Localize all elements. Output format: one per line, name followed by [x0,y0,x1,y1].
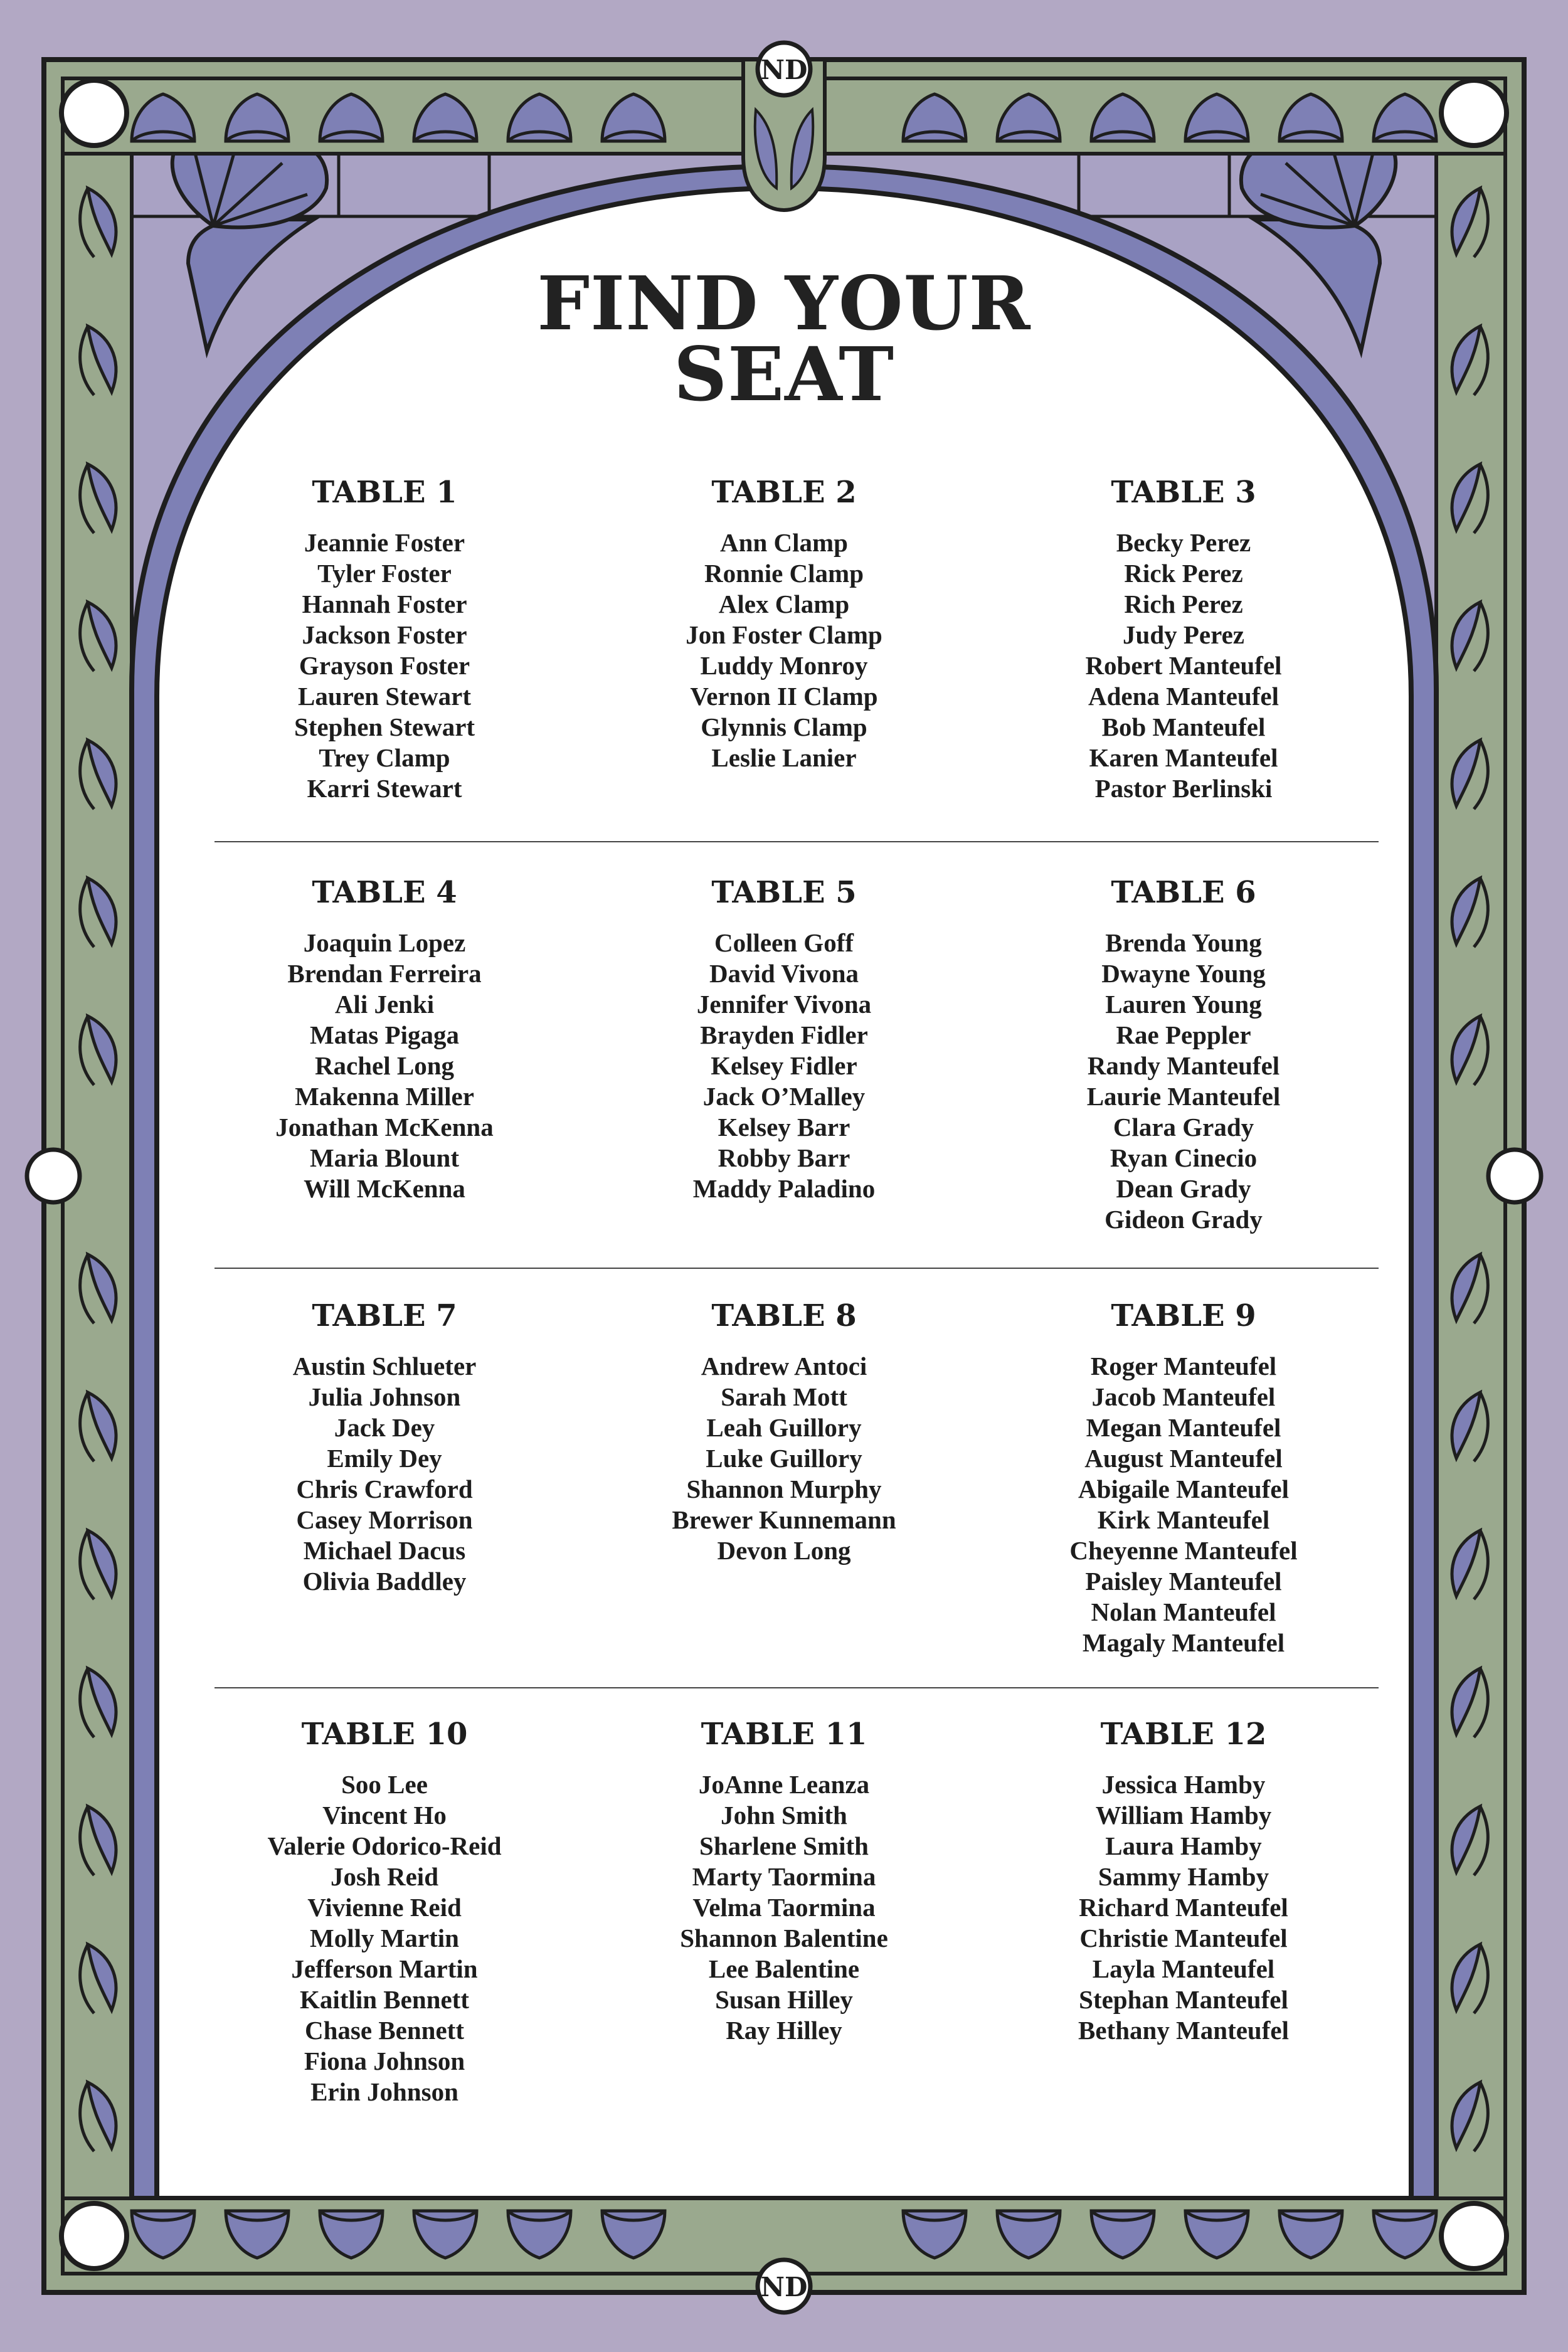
guest-name: Pastor Berlinski [1094,774,1273,803]
guest-name: Brewer Kunnemann [672,1505,896,1534]
monogram-bottom [758,2260,810,2312]
guest-name: Ryan Cinecio [1110,1143,1258,1172]
table-1-card [184,474,585,804]
guest-name: Sarah Mott [721,1382,847,1411]
guest-name: Christie Manteufel [1079,1924,1288,1952]
guest-name: Tyler Foster [317,559,452,588]
table-title: TABLE 12 [1100,1717,1267,1752]
guest-name: Robby Barr [718,1143,850,1172]
guest-name: Nolan Manteufel [1091,1597,1276,1626]
guest-name: Jonathan McKenna [275,1113,494,1142]
guest-name: Jessica Hamby [1101,1770,1266,1799]
guest-name: Jeannie Foster [304,528,465,557]
guest-name: Gideon Grady [1104,1205,1263,1234]
guest-name: Emily Dey [327,1444,442,1473]
table-title: TABLE 8 [711,1298,857,1333]
guest-name: Richard Manteufel [1079,1893,1288,1922]
guest-list [184,1769,585,2107]
guest-name: Stephan Manteufel [1079,1985,1288,2014]
guest-name: Kelsey Fidler [711,1051,857,1080]
guest-name: Velma Taormina [692,1893,876,1922]
table-6-card [983,874,1384,1235]
guest-list [983,1351,1384,1658]
table-title: TABLE 2 [711,475,857,510]
guest-name: Megan Manteufel [1086,1413,1281,1442]
guest-name: Olivia Baddley [302,1567,467,1596]
guest-list [583,1351,985,1566]
guest-list [983,1769,1384,2046]
side-circle-right [1488,1150,1541,1202]
guest-name: Chris Crawford [296,1475,473,1503]
guest-name: Vivienne Reid [307,1893,462,1922]
guest-name: Fiona Johnson [304,2047,465,2075]
guest-list [983,527,1384,804]
guest-name: Rachel Long [314,1051,455,1080]
guest-name: Luddy Monroy [700,651,868,680]
guest-name: Jefferson Martin [291,1954,478,1983]
guest-name: Judy Perez [1123,620,1244,649]
guest-name: Karen Manteufel [1089,743,1278,772]
table-title: TABLE 9 [1111,1298,1256,1333]
page-title-line2: SEAT [673,331,895,418]
monogram-top [758,43,810,95]
seating-chart [188,238,1380,2120]
guest-name: Julia Johnson [308,1382,461,1411]
table-4-card [184,874,585,1204]
guest-name: Colleen Goff [714,928,854,957]
table-10-card [184,1715,585,2107]
guest-name: Leslie Lanier [711,743,857,772]
guest-name: Matas Pigaga [310,1020,459,1049]
guest-name: Maddy Paladino [692,1174,876,1203]
table-title: TABLE 7 [312,1298,457,1333]
guest-name: Stephen Stewart [294,712,475,741]
table-2-card [583,474,985,773]
guest-name: Josh Reid [330,1862,438,1891]
guest-name: Rae Peppler [1116,1020,1251,1049]
guest-list [583,527,985,773]
guest-name: Clara Grady [1113,1113,1254,1142]
svg-text:ND: ND [760,55,808,85]
corner-circle-top-right [1441,80,1507,146]
guest-name: Laurie Manteufel [1086,1082,1281,1111]
guest-name: August Manteufel [1084,1444,1283,1473]
guest-name: Lauren Young [1105,990,1262,1019]
table-7-card [184,1297,585,1597]
table-3-card [983,474,1384,804]
guest-name: Lee Balentine [708,1954,860,1983]
corner-circle-bottom-right [1441,2203,1507,2269]
row-divider [215,841,1379,842]
guest-name: Rich Perez [1124,590,1243,618]
guest-name: Brendan Ferreira [287,959,482,988]
guest-name: Ann Clamp [720,528,848,557]
guest-name: Sammy Hamby [1098,1862,1269,1891]
guest-name: Leah Guillory [706,1413,862,1442]
guest-name: Paisley Manteufel [1085,1567,1282,1596]
guest-name: Marty Taormina [692,1862,876,1891]
guest-name: Vernon II Clamp [690,682,878,711]
guest-name: Abigaile Manteufel [1078,1475,1289,1503]
guest-name: Jennifer Vivona [696,990,872,1019]
guest-name: Soo Lee [341,1770,428,1799]
table-9-card [983,1297,1384,1658]
guest-name: Will McKenna [304,1174,465,1203]
guest-name: Luke Guillory [706,1444,862,1473]
guest-name: Sharlene Smith [699,1831,869,1860]
guest-name: Bethany Manteufel [1078,2016,1289,2045]
guest-name: Joaquin Lopez [303,928,466,957]
page-title-line1: FIND YOUR [537,260,1031,347]
guest-name: Jack Dey [334,1413,435,1442]
guest-name: Robert Manteufel [1085,651,1282,680]
guest-name: Bob Manteufel [1101,712,1266,741]
guest-name: Erin Johnson [310,2077,458,2106]
guest-name: Shannon Murphy [686,1475,882,1503]
guest-name: Randy Manteufel [1087,1051,1280,1080]
table-title: TABLE 1 [312,475,457,510]
guest-name: Brenda Young [1105,928,1262,957]
guest-name: Dean Grady [1116,1174,1251,1203]
corner-circle-top-left [61,80,127,146]
table-8-card [583,1297,985,1566]
guest-name: Magaly Manteufel [1082,1628,1285,1657]
guest-name: Glynnis Clamp [701,712,867,741]
guest-name: Austin Schlueter [292,1352,477,1380]
guest-list [983,928,1384,1235]
guest-name: Laura Hamby [1105,1831,1262,1860]
guest-name: Molly Martin [310,1924,459,1952]
guest-name: Jack O’Malley [702,1082,866,1111]
guest-name: William Hamby [1095,1801,1272,1830]
guest-list [184,1351,585,1597]
guest-name: Kaitlin Bennett [300,1985,469,2014]
guest-name: Shannon Balentine [680,1924,888,1952]
guest-name: Grayson Foster [299,651,470,680]
guest-name: Vincent Ho [322,1801,447,1830]
table-11-card [583,1715,985,2046]
guest-name: Karri Stewart [307,774,462,803]
guest-name: Casey Morrison [296,1505,473,1534]
svg-text:ND: ND [760,2272,808,2302]
guest-name: Chase Bennett [305,2016,464,2045]
table-title: TABLE 6 [1111,875,1256,910]
guest-name: Trey Clamp [319,743,450,772]
guest-name: David Vivona [709,959,859,988]
guest-name: Becky Perez [1116,528,1251,557]
guest-name: Kelsey Barr [718,1113,850,1142]
guest-list [184,527,585,804]
guest-name: Rick Perez [1124,559,1243,588]
guest-name: Layla Manteufel [1092,1954,1275,1983]
guest-list [583,928,985,1204]
guest-name: Andrew Antoci [701,1352,867,1380]
guest-name: Makenna Miller [295,1082,474,1111]
row-divider [215,1687,1379,1688]
table-title: TABLE 10 [301,1717,468,1752]
guest-name: Alex Clamp [718,590,850,618]
table-title: TABLE 5 [711,875,857,910]
guest-list [184,928,585,1204]
corner-circle-bottom-left [61,2203,127,2269]
table-title: TABLE 3 [1111,475,1256,510]
guest-name: Ali Jenki [334,990,435,1019]
table-12-card [983,1715,1384,2046]
guest-name: Jackson Foster [302,620,467,649]
table-title: TABLE 4 [312,875,457,910]
guest-name: Maria Blount [309,1143,460,1172]
row-divider [215,1268,1379,1269]
guest-name: John Smith [721,1801,847,1830]
guest-name: Susan Hilley [715,1985,853,2014]
guest-name: Roger Manteufel [1090,1352,1277,1380]
guest-name: Ronnie Clamp [704,559,864,588]
guest-name: Hannah Foster [302,590,467,618]
guest-name: Jon Foster Clamp [686,620,882,649]
guest-name: JoAnne Leanza [698,1770,870,1799]
guest-name: Dwayne Young [1101,959,1266,988]
guest-name: Michael Dacus [303,1536,466,1565]
side-circle-left [27,1150,80,1202]
guest-name: Devon Long [717,1536,851,1565]
guest-name: Valerie Odorico-Reid [267,1831,502,1860]
guest-name: Jacob Manteufel [1091,1382,1276,1411]
guest-name: Lauren Stewart [298,682,471,711]
table-title: TABLE 11 [701,1717,867,1752]
guest-name: Cheyenne Manteufel [1069,1536,1298,1565]
guest-list [583,1769,985,2046]
guest-name: Adena Manteufel [1088,682,1279,711]
guest-name: Ray Hilley [726,2016,842,2045]
table-5-card [583,874,985,1204]
guest-name: Kirk Manteufel [1097,1505,1270,1534]
guest-name: Brayden Fidler [700,1020,868,1049]
